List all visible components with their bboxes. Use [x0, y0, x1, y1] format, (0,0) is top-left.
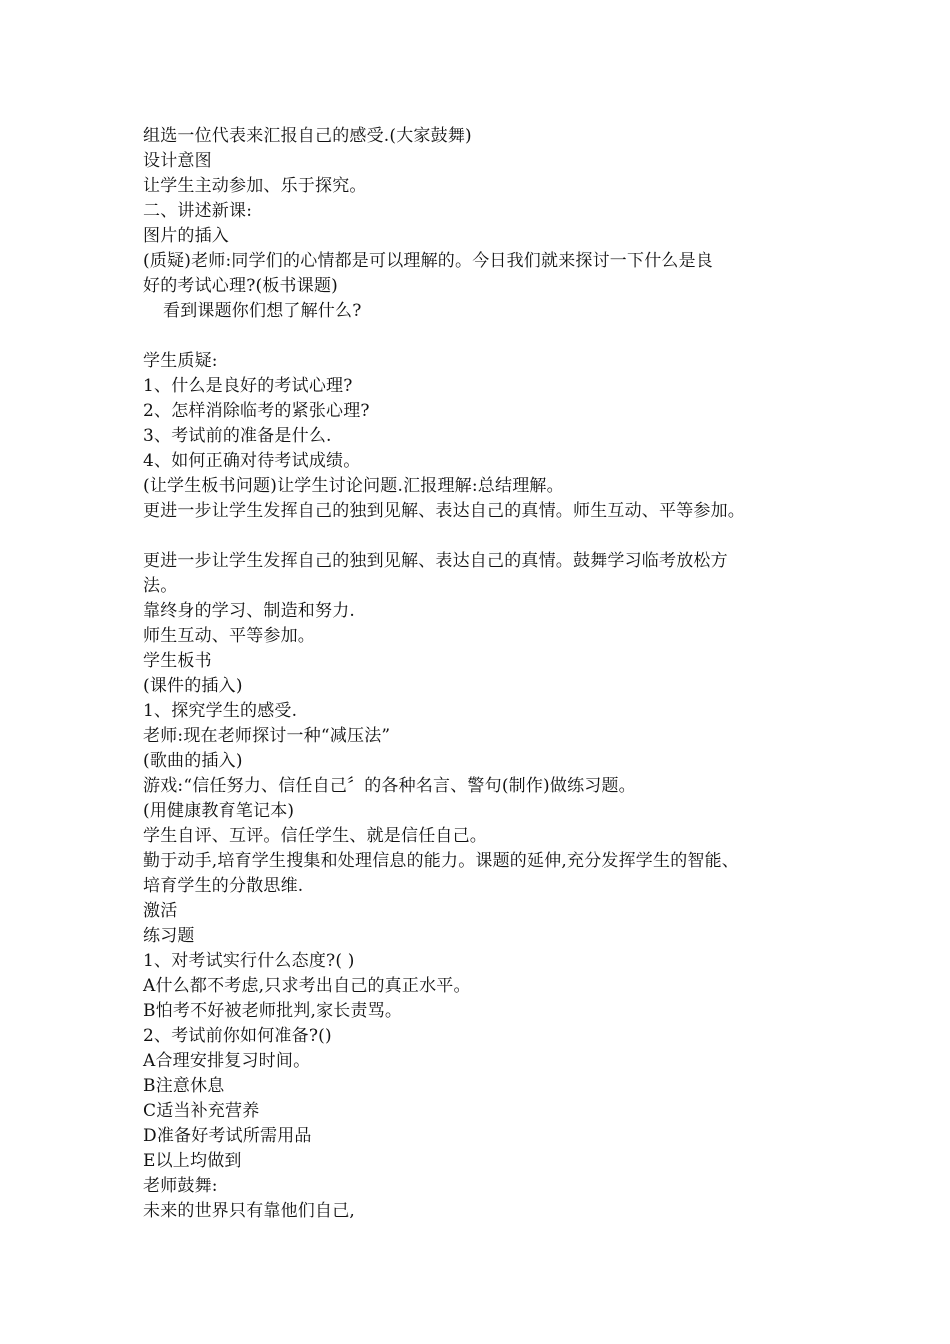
text-line: 靠终身的学习、制造和努力. — [143, 601, 356, 621]
text-line: (质疑)老师:同学们的心情都是可以理解的。今日我们就来探讨一下什么是良 — [143, 251, 713, 271]
answer-option: A合理安排复习时间。 — [143, 1051, 311, 1071]
text-line: 学生板书 — [143, 651, 212, 671]
list-item: 4、如何正确对待考试成绩。 — [143, 451, 361, 471]
text-line: 设计意图 — [143, 151, 212, 171]
text-line: 更进一步让学生发挥自己的独到见解、表达自己的真情。鼓舞学习临考放松方 — [143, 551, 728, 571]
text-line: 老师:现在老师探讨一种“减压法” — [143, 726, 391, 746]
answer-option: A什么都不考虑,只求考出自己的真正水平。 — [143, 976, 471, 996]
text-line: 培育学生的分散思维. — [143, 876, 304, 896]
section-heading: 二、讲述新课: — [143, 201, 253, 221]
text-line: 学生质疑: — [143, 351, 218, 371]
text-line: 让学生主动参加、乐于探究。 — [143, 176, 367, 196]
text-line: 图片的插入 — [143, 226, 229, 246]
text-line: 法。 — [143, 576, 178, 596]
answer-option: D准备好考试所需用品 — [143, 1126, 312, 1146]
text-line: (用健康教育笔记本) — [143, 801, 295, 821]
text-line: 好的考试心理?(板书课题) — [143, 276, 338, 296]
answer-option: B注意休息 — [143, 1076, 225, 1096]
text-line: 更进一步让学生发挥自己的独到见解、表达自己的真情。师生互动、平等参加。 — [143, 501, 745, 521]
answer-option: E以上均做到 — [143, 1151, 242, 1171]
text-line: 师生互动、平等参加。 — [143, 626, 315, 646]
text-line: (歌曲的插入) — [143, 751, 243, 771]
text-line: 未来的世界只有靠他们自己, — [143, 1201, 356, 1221]
text-line: 老师鼓舞: — [143, 1176, 218, 1196]
list-item: 3、考试前的准备是什么. — [143, 426, 332, 446]
list-item: 1、什么是良好的考试心理? — [143, 376, 353, 396]
text-line: 学生自评、互评。信任学生、就是信任自己。 — [143, 826, 487, 846]
blank-line — [143, 324, 833, 349]
document-body — [143, 124, 833, 1224]
text-line: 游戏:“信任努力、信任自己〞的各种名言、警句(制作)做练习题。 — [143, 776, 636, 796]
text-line: 勤于动手,培育学生搜集和处理信息的能力。课题的延伸,充分发挥学生的智能、 — [143, 851, 740, 871]
blank-line — [143, 524, 833, 549]
answer-option: B怕考不好被老师批判,家长责骂。 — [143, 1001, 403, 1021]
text-line: 看到课题你们想了解什么? — [163, 301, 362, 321]
section-heading: 练习题 — [143, 926, 195, 946]
answer-option: C适当补充营养 — [143, 1101, 260, 1121]
text-line: (让学生板书问题)让学生讨论问题.汇报理解:总结理解。 — [143, 476, 564, 496]
text-line: 组选一位代表来汇报自己的感受.(大家鼓舞) — [143, 126, 472, 146]
question-item: 1、对考试实行什么态度?( ) — [143, 951, 355, 971]
list-item: 1、探究学生的感受. — [143, 701, 298, 721]
question-item: 2、考试前你如何准备?() — [143, 1026, 332, 1046]
text-line: (课件的插入) — [143, 676, 243, 696]
text-line: 激活 — [143, 901, 178, 921]
list-item: 2、怎样消除临考的紧张心理? — [143, 401, 370, 421]
